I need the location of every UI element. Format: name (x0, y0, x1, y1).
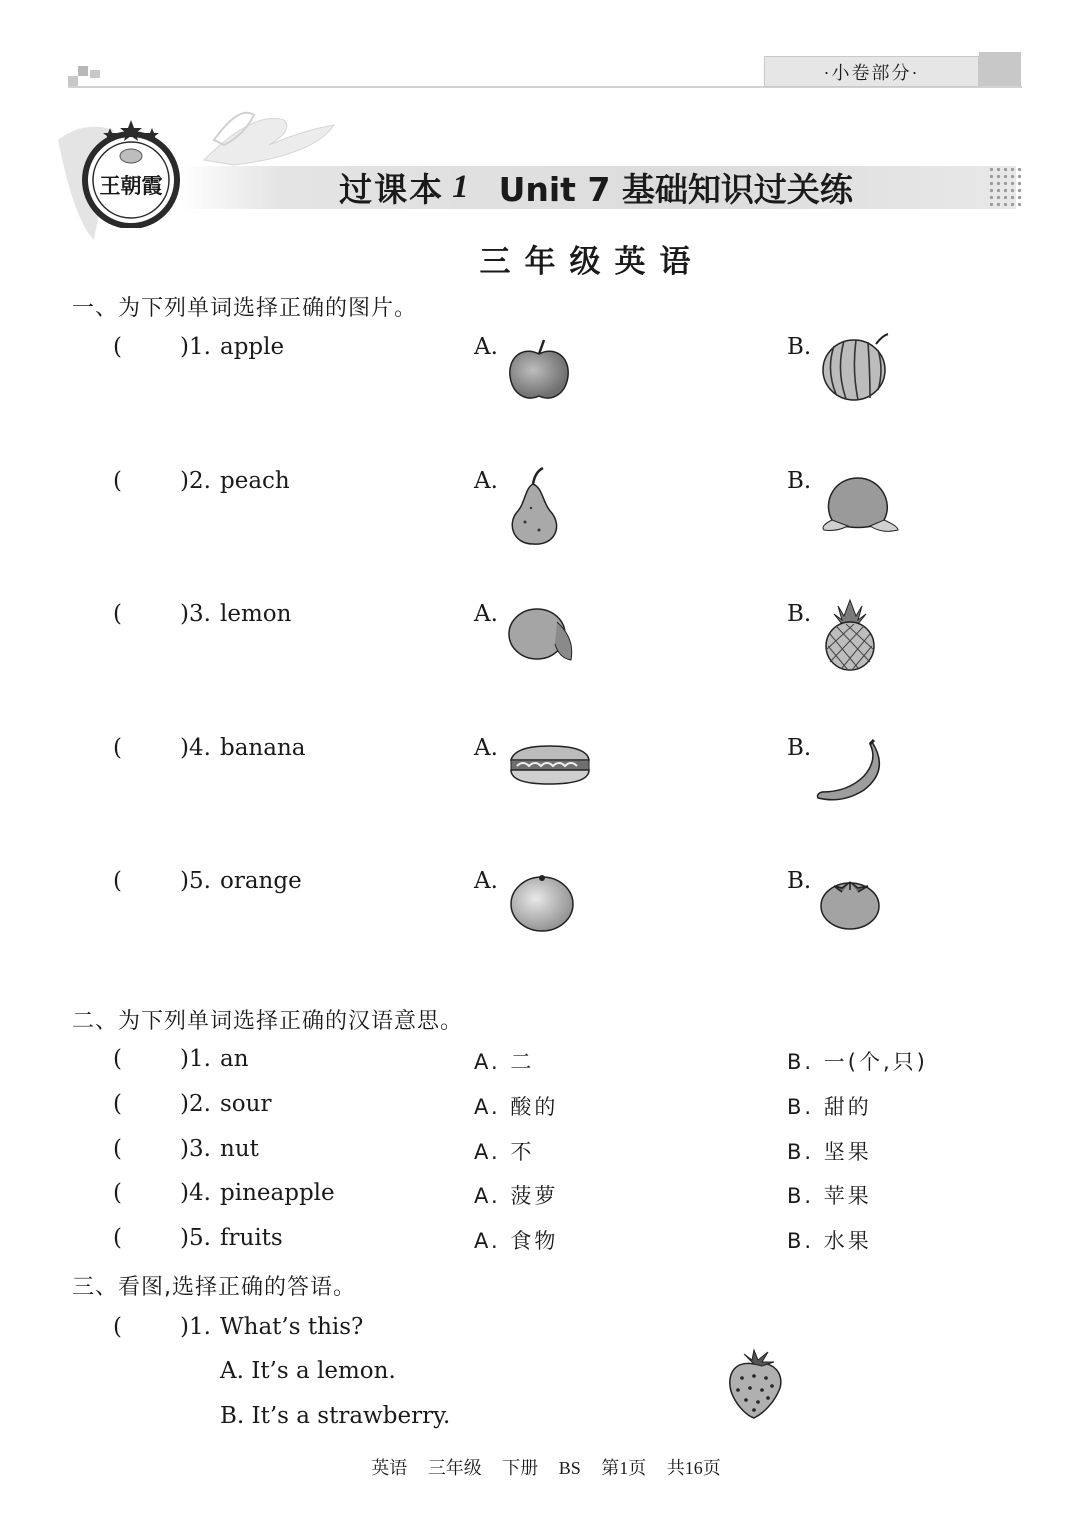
item-number: )2. (180, 468, 211, 494)
item-number: )3. (180, 1136, 211, 1162)
item-word: an (220, 1046, 249, 1072)
pineapple-icon[interactable] (820, 596, 880, 674)
subtitle: 三年级英语 (479, 244, 705, 280)
item-word: banana (220, 735, 306, 761)
answer-paren[interactable]: ( (113, 1136, 122, 1162)
answer-paren[interactable]: ( (113, 601, 122, 627)
strawberry-icon[interactable] (724, 1348, 786, 1420)
option-b: B. It’s a strawberry. (220, 1403, 451, 1429)
part3-option-b (0, 1403, 1092, 1439)
item-word: sour (220, 1091, 272, 1117)
title-en: Unit 7 基础知识过关练 (498, 170, 853, 209)
item-number: )4. (180, 1180, 211, 1206)
option-b-label: B. (787, 468, 812, 494)
peach-icon[interactable] (818, 472, 902, 536)
item-number: )5. (180, 868, 211, 894)
item-word: apple (220, 334, 285, 360)
banana-icon[interactable] (812, 738, 888, 804)
item-number: )3. (180, 601, 211, 627)
question-text: What’s this? (220, 1314, 364, 1340)
option-a-label: A. (474, 601, 498, 627)
answer-paren[interactable]: ( (113, 1180, 122, 1206)
part1-heading: 一、为下列单词选择正确的图片。 (72, 296, 418, 321)
lemon-icon[interactable] (505, 604, 577, 664)
answer-paren[interactable]: ( (113, 1046, 122, 1072)
title-cn: 过课本 (339, 173, 445, 209)
item-word: peach (220, 468, 290, 494)
option-a: A. 菠萝 (474, 1184, 559, 1208)
page-title (0, 166, 1092, 209)
logo-text: 王朝霞 (99, 173, 163, 198)
answer-paren[interactable]: ( (113, 334, 122, 360)
option-b: B. 坚果 (787, 1140, 872, 1164)
item-number: )5. (180, 1225, 211, 1251)
item-number: )1. (180, 1046, 211, 1072)
orange-icon[interactable] (508, 870, 578, 934)
part2-item-3 (0, 1136, 1092, 1172)
sandwich-icon[interactable] (505, 742, 595, 792)
option-a-label: A. (474, 868, 498, 894)
option-a: A. 酸的 (474, 1095, 559, 1119)
part3-question-1 (0, 1314, 1092, 1350)
part2-item-1 (0, 1046, 1092, 1082)
option-b: B. 水果 (787, 1229, 872, 1253)
option-b: B. 苹果 (787, 1184, 872, 1208)
option-a-label: A. (474, 334, 498, 360)
item-number: )1. (180, 334, 211, 360)
part3-heading: 三、看图,选择正确的答语。 (72, 1275, 356, 1300)
option-a: A. 二 (474, 1050, 535, 1074)
option-a-label: A. (474, 735, 498, 761)
part2-heading: 二、为下列单词选择正确的汉语意思。 (72, 1009, 464, 1034)
section-tab-end (979, 52, 1021, 86)
part2-item-4 (0, 1180, 1092, 1216)
pear-icon[interactable] (505, 464, 565, 548)
item-word: fruits (220, 1225, 283, 1251)
item-word: lemon (220, 601, 292, 627)
item-word: nut (220, 1136, 259, 1162)
page-footer: 英语 三年级 下册 BS 第1页 共16页 (371, 1458, 721, 1478)
item-number: )4. (180, 735, 211, 761)
part2-item-2 (0, 1091, 1092, 1127)
item-number: )1. (180, 1314, 211, 1340)
option-b-label: B. (787, 334, 812, 360)
section-tab: ·小卷部分· (764, 56, 979, 87)
option-a: A. It’s a lemon. (220, 1358, 396, 1384)
answer-paren[interactable]: ( (113, 1225, 122, 1251)
tomato-icon[interactable] (818, 874, 882, 932)
answer-paren[interactable]: ( (113, 468, 122, 494)
option-b-label: B. (787, 735, 812, 761)
option-b-label: B. (787, 601, 812, 627)
answer-paren[interactable]: ( (113, 1091, 122, 1117)
option-a-label: A. (474, 468, 498, 494)
answer-paren[interactable]: ( (113, 1314, 122, 1340)
option-b: B. 甜的 (787, 1095, 872, 1119)
item-word: orange (220, 868, 302, 894)
answer-paren[interactable]: ( (113, 735, 122, 761)
option-b: B. 一(个,只) (787, 1050, 928, 1074)
watermelon-icon[interactable] (820, 332, 892, 404)
part3-option-a (0, 1358, 1092, 1394)
item-word: pineapple (220, 1180, 335, 1206)
apple-icon[interactable] (504, 338, 574, 404)
part2-item-5 (0, 1225, 1092, 1261)
title-number: 1 (452, 169, 469, 205)
option-a: A. 食物 (474, 1229, 559, 1253)
item-number: )2. (180, 1091, 211, 1117)
option-b-label: B. (787, 868, 812, 894)
option-a: A. 不 (474, 1140, 535, 1164)
answer-paren[interactable]: ( (113, 868, 122, 894)
